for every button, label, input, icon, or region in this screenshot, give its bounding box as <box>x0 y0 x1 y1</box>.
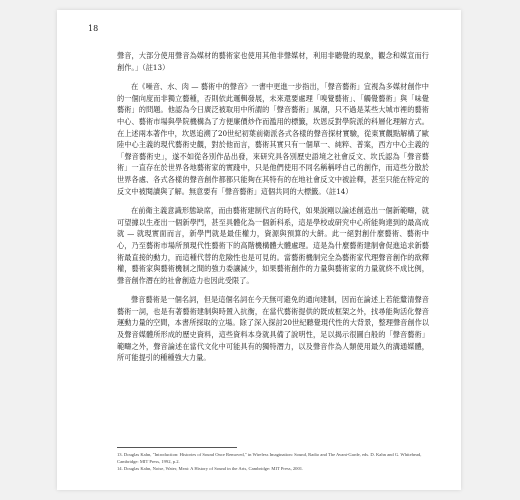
paragraph-2: 在《噪音、水、肉 — 藝術中的聲音》一書中更進一步指出，「聲音藝術」宜視為多媒材創作中的一個向度而非獨立藝種，否則依此邏輯發展，未來還要處理「嗅覺藝術」、「觸覺藝術」與「味覺藝術」的問題。他認為今日廣泛被取用中所謂的「聲音藝術」風潮，只不過是某些大城市裡的藝術中心、藝術市場與學院機構為了方便廉價炒作而濫用的標籤，坎恩反對學院派的科層化理解方式。在上述兩本著作中，坎恩追溯了20世紀初葉前衛派各式各樣的聲音探材實驗，從東實觀點解構了歐陸中心主義的現代藝術史觀，對於他而言，藝術其實只有一個單一、純粹、普案，西方中心主義的「聲音藝術史」，遂不如從各別作品出發，來研究具各別歷史語境之社會反文、坎氏認為「聲音藝術」一直存在於世界各地藝術家的實踐中，只是他們使用不同名稱稱呼自己的創作，而這些分散於世界各處、各式各樣的聲音創作都都只能夠在其特有的在地社會反文中被詮釋，甚至只能在特定的反文中被閱讀與了解。無意要有「聲音藝術」這個共同的大標籤。（註14） <box>117 82 429 196</box>
paragraph-3: 在前衛主義意識形態缺席，而由藝術建制代言的時代，如果說剛以論述創造出一個新範疇，就可望據以生產出一個新學門，甚至具體化為一個新科系，這是學校或研究中心所能夠達到的最高成就 — 就現實面而言，新學門就是最佳權力，資源與預算的大餅。此一絕對創什麼藝術、藝術中心，乃至藝術市場所預現代性藝術下的高階機構體大體處理。這是為什麼藝術建制會促進追求新藝術最直接的動力，而這種代替的危險性也是可見的。當藝術機制完全為藝術家代理聲音創作的欲釋權，藝術家與藝術機制之間的強力委讓減少，如果藝術創作的力量與藝術家的力量就終不成比例，聲音創作潛在的社會創造力也因此受限了。 <box>117 206 429 285</box>
footnote-divider <box>117 447 237 448</box>
paragraph-4: 聲音藝術是一個名詞，但是這個名詞在今天無可避免的通向建制，因而在論述上若能釐清聲音藝術一詞，也是有著藝術建制與時置入抗衡，在當代藝術提供的既成框架之外，找尋能夠活化聲音運動力量的空間，本書所採取的立場。除了深入探討20世紀聽覺現代性的大背景，整理聲音創作以及聲音媒體所形成的歷史資料，這些資料本身就具備了說明性，足以揭示很圖白般的「聲音藝術」範疇之外，聲音論述在當代文化中可能具有的獨特潛力，以及聲音作為人類使用最久的溝通媒體，所可能提引的種種強大力量。 <box>117 295 429 363</box>
footnote-13: 13. Douglas Kahn, "Introduction: Histories of Sound Once Removed," in Wireless Imagination: Sound, Radio and The Avant-Garde, eds. D. Kahn and G. Whitehead, Cambridge: MIT Press, 1992, p.2. <box>117 452 422 464</box>
paragraph-1: 聲音，大部分使用聲音為媒材的藝術家也使用其他非聲媒材，利用非聽覺的現象，觀念和媒宣而行創作。」（註13） <box>117 51 429 72</box>
footnotes <box>117 451 429 472</box>
body-text <box>117 50 429 364</box>
page-number: 18 <box>88 24 99 33</box>
book-page <box>57 10 461 490</box>
footnote-14: 14. Douglas Kahn, Noise, Water, Meat: A History of Sound in the Arts, Cambridge: MIT Press, 2001. <box>117 466 304 471</box>
